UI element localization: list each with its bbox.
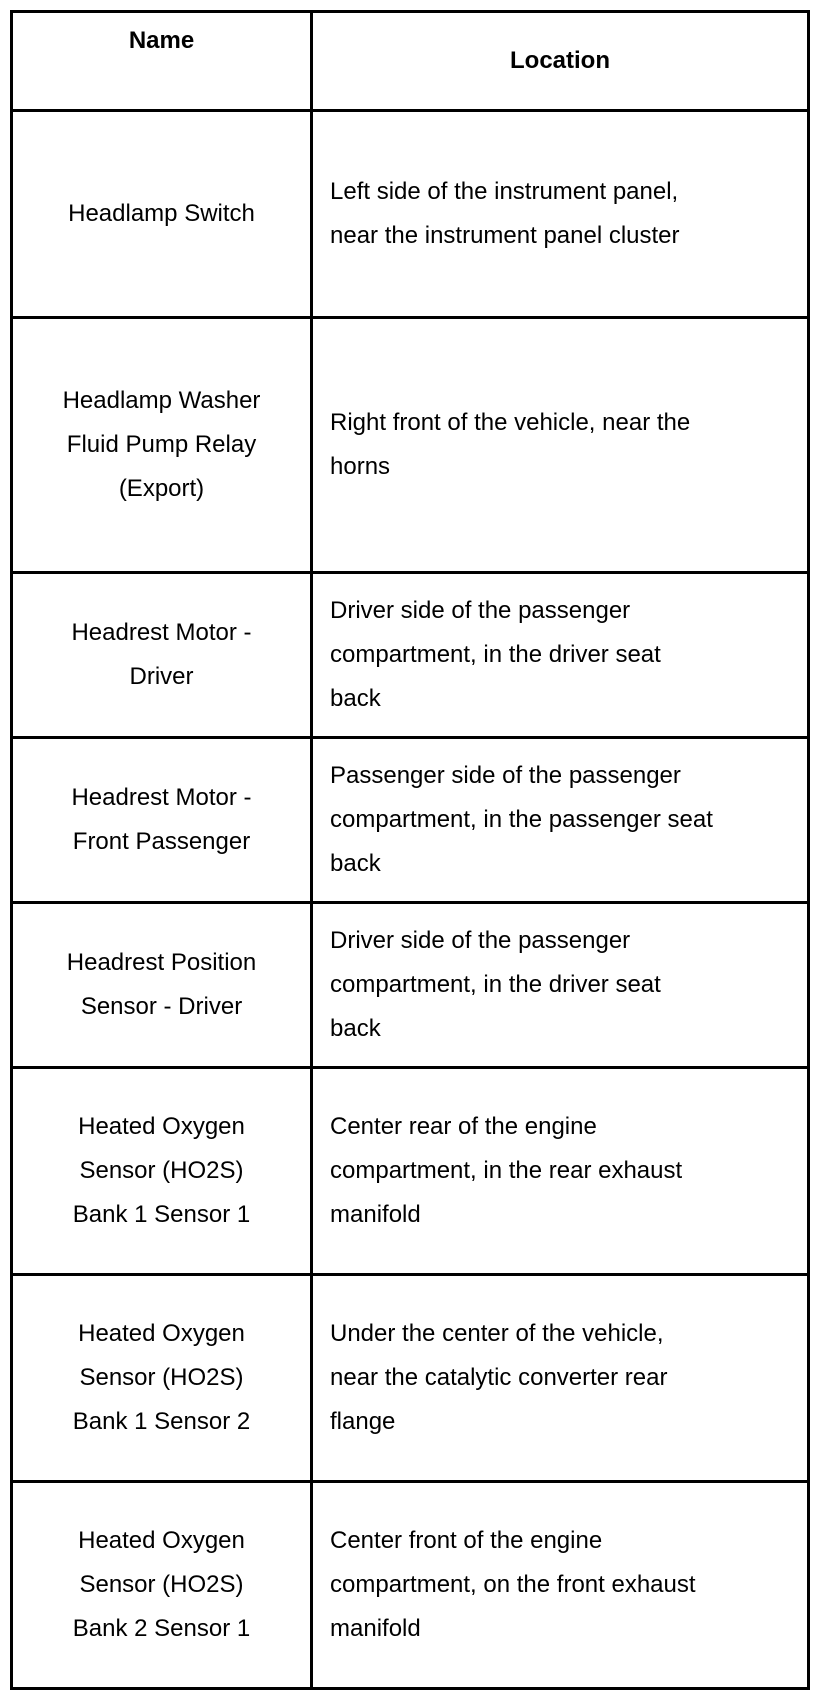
component-location-line: Driver side of the passenger bbox=[330, 927, 631, 954]
column-header-location bbox=[312, 12, 809, 111]
component-location-line: Under the center of the vehicle, bbox=[330, 1320, 664, 1347]
component-location-line: horns bbox=[330, 453, 391, 480]
component-name-cell bbox=[12, 111, 312, 318]
component-location-line: back bbox=[330, 685, 381, 712]
column-header-name-label: Name bbox=[128, 27, 195, 54]
component-name-cell bbox=[12, 1275, 312, 1482]
component-name-line: Sensor (HO2S) bbox=[79, 1364, 244, 1391]
table-row bbox=[12, 1275, 809, 1482]
component-location-cell bbox=[312, 1482, 809, 1689]
component-location-cell bbox=[312, 318, 809, 573]
component-name-line: Heated Oxygen bbox=[78, 1527, 245, 1554]
component-name-line: Bank 1 Sensor 1 bbox=[72, 1201, 251, 1228]
component-location-line: near the catalytic converter rear bbox=[330, 1364, 668, 1391]
component-location-cell bbox=[312, 1068, 809, 1275]
component-location-table bbox=[10, 10, 810, 1690]
component-name-line: Headlamp Switch bbox=[68, 200, 255, 227]
component-name-cell bbox=[12, 903, 312, 1068]
table-row bbox=[12, 1068, 809, 1275]
table-header-row bbox=[12, 12, 809, 111]
component-location-line: Passenger side of the passenger bbox=[330, 762, 681, 789]
component-location-line: near the instrument panel cluster bbox=[330, 222, 680, 249]
component-name-cell bbox=[12, 1068, 312, 1275]
component-name-line: Bank 2 Sensor 1 bbox=[72, 1615, 251, 1642]
component-location-cell bbox=[312, 111, 809, 318]
table-row bbox=[12, 1482, 809, 1689]
component-location-cell bbox=[312, 738, 809, 903]
component-name-cell bbox=[12, 1482, 312, 1689]
component-name-line: Sensor (HO2S) bbox=[79, 1157, 244, 1184]
table-row bbox=[12, 111, 809, 318]
component-location-line: flange bbox=[330, 1408, 396, 1435]
component-location-line: compartment, in the driver seat bbox=[330, 971, 661, 998]
component-location-line: Center rear of the engine bbox=[330, 1113, 597, 1140]
component-name-line: Sensor - Driver bbox=[80, 993, 243, 1020]
component-name-cell bbox=[12, 318, 312, 573]
component-location-line: Center front of the engine bbox=[330, 1527, 603, 1554]
component-location-line: manifold bbox=[330, 1615, 421, 1642]
component-name-line: (Export) bbox=[118, 475, 205, 502]
component-location-line: compartment, on the front exhaust bbox=[330, 1571, 696, 1598]
component-name-line: Heated Oxygen bbox=[78, 1320, 245, 1347]
component-name-line: Fluid Pump Relay bbox=[66, 431, 257, 458]
component-name-line: Headrest Position bbox=[66, 949, 257, 976]
component-location-cell bbox=[312, 573, 809, 738]
component-name-line: Headrest Motor - bbox=[71, 619, 252, 646]
component-location-line: back bbox=[330, 1015, 381, 1042]
component-location-table-container bbox=[10, 10, 807, 1690]
column-header-location-label: Location bbox=[510, 47, 610, 74]
component-name-line: Headlamp Washer bbox=[62, 387, 261, 414]
table-row bbox=[12, 573, 809, 738]
component-location-line: back bbox=[330, 850, 381, 877]
component-location-line: compartment, in the passenger seat bbox=[330, 806, 713, 833]
component-location-line: Left side of the instrument panel, bbox=[330, 178, 679, 205]
component-name-cell bbox=[12, 573, 312, 738]
component-name-line: Heated Oxygen bbox=[78, 1113, 245, 1140]
component-location-line: Right front of the vehicle, near the bbox=[330, 409, 691, 436]
table-row bbox=[12, 903, 809, 1068]
table-row bbox=[12, 318, 809, 573]
component-name-cell bbox=[12, 738, 312, 903]
table-row bbox=[12, 738, 809, 903]
component-name-line: Front Passenger bbox=[72, 828, 251, 855]
component-name-line: Bank 1 Sensor 2 bbox=[72, 1408, 251, 1435]
component-location-line: Driver side of the passenger bbox=[330, 597, 631, 624]
component-location-line: manifold bbox=[330, 1201, 421, 1228]
component-name-line: Driver bbox=[129, 663, 194, 690]
component-location-cell bbox=[312, 903, 809, 1068]
component-name-line: Sensor (HO2S) bbox=[79, 1571, 244, 1598]
column-header-name bbox=[12, 12, 312, 111]
component-name-line: Headrest Motor - bbox=[71, 784, 252, 811]
component-location-cell bbox=[312, 1275, 809, 1482]
component-location-line: compartment, in the driver seat bbox=[330, 641, 661, 668]
component-location-line: compartment, in the rear exhaust bbox=[330, 1157, 683, 1184]
